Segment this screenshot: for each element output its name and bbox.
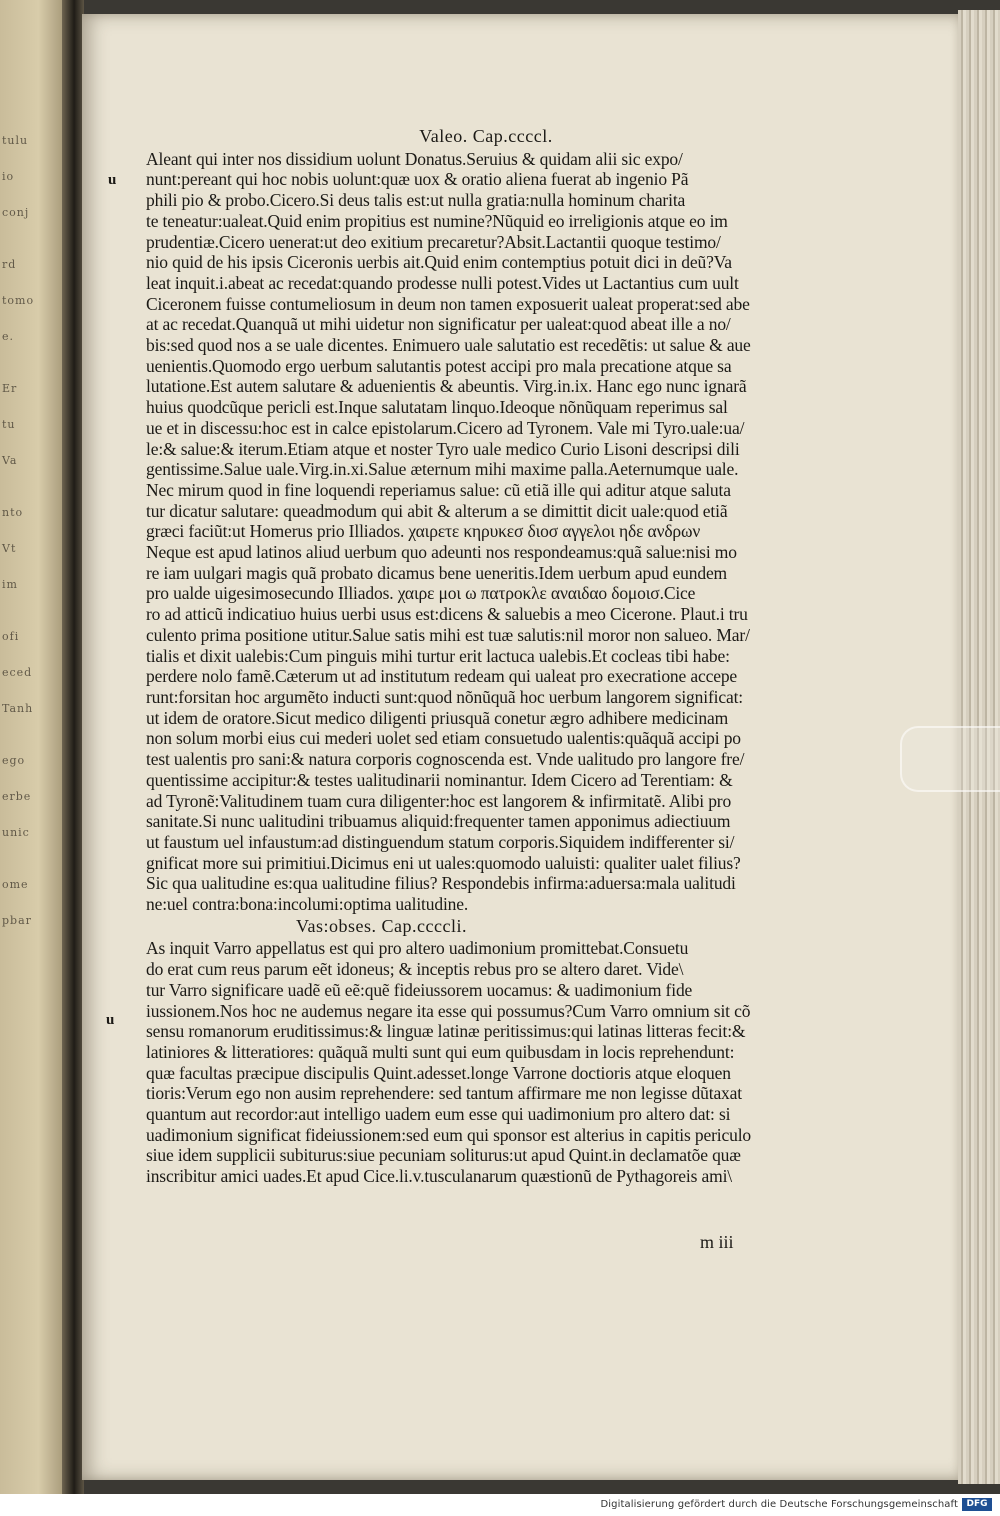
facing-page-fragment: conj [2, 206, 30, 219]
facing-page-fragment: tulu [2, 134, 29, 147]
text-line: gnificat more sui primitiui.Dicimus eni ut uales:quomodo ualuisti: qualiter ualet filius? [146, 852, 741, 873]
text-line: Neque est apud latinos aliud uerbum quo adeunti nos respondeamus:quã salue:nisi mo [146, 542, 737, 563]
text-line: græci faciũt:ut Homerus prio Illiados. χαιρετε κηρυκεσ διοσ αγγελοι ηδε ανδρων [146, 521, 701, 542]
chapter-heading: Valeo. Cap.ccccl. [419, 126, 553, 146]
text-line: culento prima positione utitur.Salue satis mihi est tuæ salutis:nil moror non salueo. Mar/ [146, 624, 750, 645]
chapter-body [146, 149, 806, 915]
page-clip [900, 726, 1000, 792]
text-line: Aleant qui inter nos dissidium uolunt Donatus.Seruius & quidam alii sic expo/ [146, 148, 683, 169]
text-line: uenientis.Quomodo ergo uerbum salutantis potest accipi pro mala precatione atque sa [146, 355, 732, 376]
text-line: ue et in discessu:hoc est in calce epistolarum.Cicero ad Tyronem. Vale mi Tyro.uale:ua/ [146, 417, 745, 438]
text-line: tur Varro significare uadẽ eũ eẽ:quẽ fideiussorem uocamus: & uadimonium fide [146, 979, 693, 1000]
facing-page-fragment: io [2, 170, 15, 183]
text-line: inscribitur amici uades.Et apud Cice.li.v.tusculanarum quæstionũ de Pythagoreis ami\ [146, 1166, 733, 1187]
text-line: Nec mirum quod in fine loquendi reperiamus salue: cũ etiã ille qui aditur atque saluta [146, 479, 731, 500]
facing-page-text [2, 130, 60, 946]
text-line: do erat cum reus parum eẽt idoneus; & inceptis rebus pro se altero daret. Vide\ [146, 959, 684, 980]
guide-letter: u [108, 172, 117, 188]
text-line: nunt:pereant qui hoc nobis uolunt:quæ uox & oratio aliena fuerat ab ingenio Pã [146, 169, 689, 190]
text-line: sensu romanorum eruditissimus:& linguæ latinæ peritissimus:qui latinas litteras fecit:& [146, 1021, 746, 1042]
text-line: pro ualde uigesimosecundo Illiados. χαιρε μοι ω πατροκλε αναιδαο δομοισ.Cice [146, 583, 696, 604]
facing-page-fragment: tu [2, 418, 16, 431]
text-line: ro ad atticũ indicatiuo huius uerbi usus est:dicens & saluebis a meo Cicerone. Plaut.i tru [146, 604, 748, 625]
text-line: quæ facultas præcipue discipulis Quint.adesset.longe Varrone doctioris atque eloquen [146, 1062, 731, 1083]
text-line: non solum morbi eius cui mederi uolet sed etiam consuetudo ualentis:quãquã accipi po [146, 728, 741, 749]
text-line: phili pio & probo.Cicero.Si deus talis est:ut nulla gratia:nulla hominum charita [146, 190, 686, 211]
text-line: te teneatur:ualeat.Quid enim propitius est numine?Nũquid eo irreligionis atque eo im [146, 210, 728, 231]
text-line: re iam uulgari magis quã probato dicamus bene ueneritis.Idem uerbum apud eundem [146, 562, 728, 583]
facing-page-fragment: ofi [2, 630, 20, 643]
facing-page-fragment: pbar [2, 914, 32, 927]
facing-page-fragment: Vt [2, 542, 17, 555]
facing-page-fragment: im [2, 578, 18, 591]
text-line: quantum aut recordor:aut intelligo uadem eum esse qui uadimonium pro altero dat: si [146, 1104, 731, 1125]
text-line: gentissime.Salue uale.Virg.in.xi.Salue æternum mihi maxime palla.Aeternumque uale. [146, 459, 739, 480]
footer-bar [0, 1494, 1000, 1516]
text-line: ne:uel contra:bona:incolumi:optima ualitudine. [146, 894, 469, 915]
facing-page-fragment: Tanh [2, 702, 34, 715]
text-line: ad Tyronẽ:Valitudinem tuam cura diligenter:hoc est langorem & infirmitatẽ. Alibi pro [146, 790, 732, 811]
text-line: tur dicatur salutare: queadmodum qui abit & alterum a se dimittit dicit uale:quod etiã [146, 500, 728, 521]
facing-page-fragment: Va [2, 454, 18, 467]
text-line: uadimonium significat fideiussionem:sed eum qui sponsor est alterius in capitis periculo [146, 1124, 752, 1145]
text-line: sanitate.Si nunc ualitudini tribuamus aliquid:frequenter tamen apponimus adiectiuum [146, 811, 731, 832]
facing-page-fragment: erbe [2, 790, 32, 803]
facing-page-fragment: nto [2, 506, 24, 519]
text-line: quentissime accipitur:& testes ualitudinarii nominantur. Idem Cicero ad Terentiam: & [146, 769, 733, 790]
chapter-heading: Vas:obses. Cap.ccccli. [296, 915, 467, 936]
dfg-logo: DFG [962, 1498, 992, 1511]
text-line: ut faustum uel infaustum:ad distinguendum statum corporis.Siquidem indifferenter si/ [146, 831, 735, 852]
facing-page-fragment: ego [2, 754, 26, 767]
text-line: latiniores & litteratiores: quãquã multi sunt qui eum quibusdam in locis reprehendunt: [146, 1041, 735, 1062]
page-text [146, 126, 806, 1187]
text-line: le:& salue:& iterum.Etiam atque et noster Tyro uale medico Curio Lisoni descripsi dili [146, 438, 740, 459]
facing-page-fragment: e. [2, 330, 15, 343]
text-line: perdere nolo famẽ.Cæterum ut ad institutum redeam qui ualeat pro execratione accepe [146, 666, 738, 687]
text-line: Sic qua ualitudine es:qua ualitudine filius? Respondebis infirma:aduersa:mala ualitudi [146, 873, 736, 894]
footer-credit: Digitalisierung gefördert durch die Deutsche Forschungsgemeinschaft [600, 1499, 958, 1510]
text-line: leat inquit.i.abeat ac recedat:quando prodesse nulli potest.Vides ut Lactantius cum uult [146, 272, 739, 293]
text-line: at ac recedat.Quanquã ut mihi uidetur non significatur per ualeat:quod abeat ille a no/ [146, 314, 731, 335]
text-line: Ciceronem fuisse contumeliosum in deum non tamen exposuerit ualeat properat:sed abe [146, 293, 750, 314]
text-line: tialis et dixit ualebis:Cum pinguis mihi turtur erit lactuca ualebis.Et cocleas tibi habe: [146, 645, 730, 666]
text-line: bis:sed quod nos a se uale dicentes. Enimuero uale salutatio est recedẽtis: ut salue & aue [146, 335, 751, 356]
text-line: As inquit Varro appellatus est qui pro altero uadimonium promittebat.Consuetu [146, 938, 689, 959]
chapter-body [146, 938, 806, 1186]
signature-mark: m iii [700, 1232, 734, 1252]
facing-page-edge [0, 0, 64, 1494]
facing-page-fragment: unic [2, 826, 30, 839]
guide-letter: u [106, 1012, 115, 1028]
text-line: siue idem supplicii subiturus:siue pecuniam soliturus:ut apud Quint.in declamatõe quæ [146, 1145, 741, 1166]
text-line: test ualentis pro sani:& natura corporis cognoscenda est. Vnde ualitudo pro langore fre/ [146, 749, 745, 770]
facing-page-fragment: Er [2, 382, 18, 395]
text-line: prudentiæ.Cicero uenerat:ut deo exitium precaretur?Absit.Lactantii quoque testimo/ [146, 231, 721, 252]
text-line: huius quodcũque pericli est.Inque salutatam linquo.Ideoque nõnũquam reperimus sal [146, 397, 728, 418]
facing-page-fragment: ome [2, 878, 29, 891]
text-line: runt:forsitan hoc argumẽto inducti sunt:quod nõnũquã hoc uerbum langorem significat: [146, 686, 744, 707]
facing-page-fragment: rd [2, 258, 17, 271]
facing-page-fragment: eced [2, 666, 33, 679]
text-line: ut idem de oratore.Sicut medico diligenti priusquã conetur ægro adhibere medicinam [146, 707, 729, 728]
text-line: lutatione.Est autem salutare & aduenientis & abeuntis. Virg.in.ix. Hanc ego nunc ignarã [146, 376, 747, 397]
text-line: iussionem.Nos hoc ne audemus negare ita esse qui possumus?Cum Varro omnium sit cõ [146, 1000, 751, 1021]
book-gutter [62, 0, 84, 1494]
facing-page-fragment: tomo [2, 294, 35, 307]
text-line: tioris:Verum ego non ausim reprehendere: sed tantum affirmare me non legisse dũtaxat [146, 1083, 742, 1104]
text-line: nio quid de his ipsis Ciceronis uerbis ait.Quid enim contemptius potuit dici in deũ?Va [146, 252, 732, 273]
